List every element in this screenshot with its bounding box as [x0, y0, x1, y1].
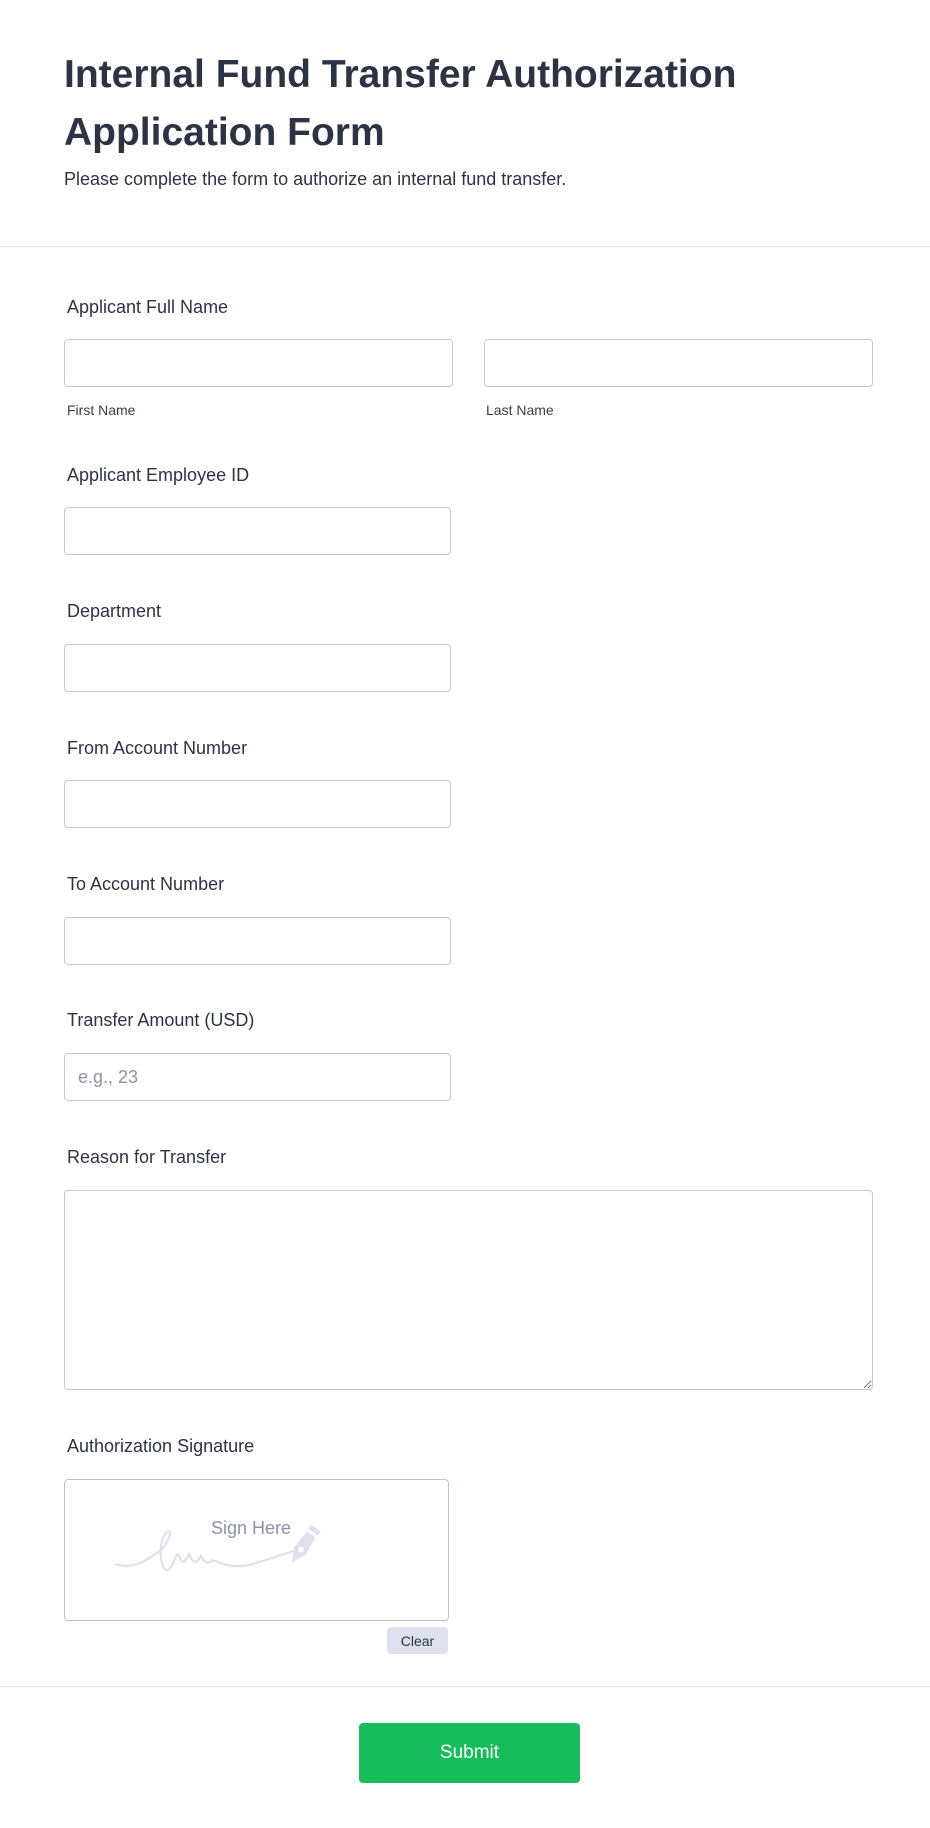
- page-title: Internal Fund Transfer Authorization Application Form: [64, 53, 737, 154]
- signature-placeholder: Sign Here: [211, 1518, 292, 1538]
- signature-pad[interactable]: [64, 1479, 449, 1621]
- last-name-sublabel: Last Name: [486, 402, 554, 418]
- last-name-input[interactable]: [484, 339, 873, 387]
- reason-label: Reason for Transfer: [67, 1147, 227, 1167]
- signature-scribble-icon: [113, 1520, 353, 1590]
- employee-id-input[interactable]: [64, 507, 451, 555]
- from-account-label: From Account Number: [67, 738, 248, 758]
- amount-input[interactable]: [64, 1053, 451, 1101]
- department-label: Department: [67, 601, 162, 621]
- to-account-input[interactable]: [64, 917, 451, 965]
- full-name-label: Applicant Full Name: [67, 297, 229, 317]
- signature-label: Authorization Signature: [67, 1436, 255, 1456]
- reason-textarea[interactable]: [64, 1190, 873, 1390]
- from-account-input[interactable]: [64, 780, 451, 828]
- employee-id-label: Applicant Employee ID: [67, 465, 250, 485]
- first-name-input[interactable]: [64, 339, 453, 387]
- page-subtitle: Please complete the form to authorize an internal fund transfer.: [64, 169, 567, 189]
- pen-nib-icon: [286, 1524, 322, 1566]
- clear-signature-button[interactable]: Clear: [387, 1627, 448, 1654]
- submit-button[interactable]: Submit: [359, 1723, 580, 1783]
- amount-label: Transfer Amount (USD): [67, 1010, 255, 1030]
- footer-divider: [0, 1686, 930, 1687]
- header-divider: [0, 246, 930, 247]
- to-account-label: To Account Number: [67, 874, 225, 894]
- department-input[interactable]: [64, 644, 451, 692]
- first-name-sublabel: First Name: [67, 402, 136, 418]
